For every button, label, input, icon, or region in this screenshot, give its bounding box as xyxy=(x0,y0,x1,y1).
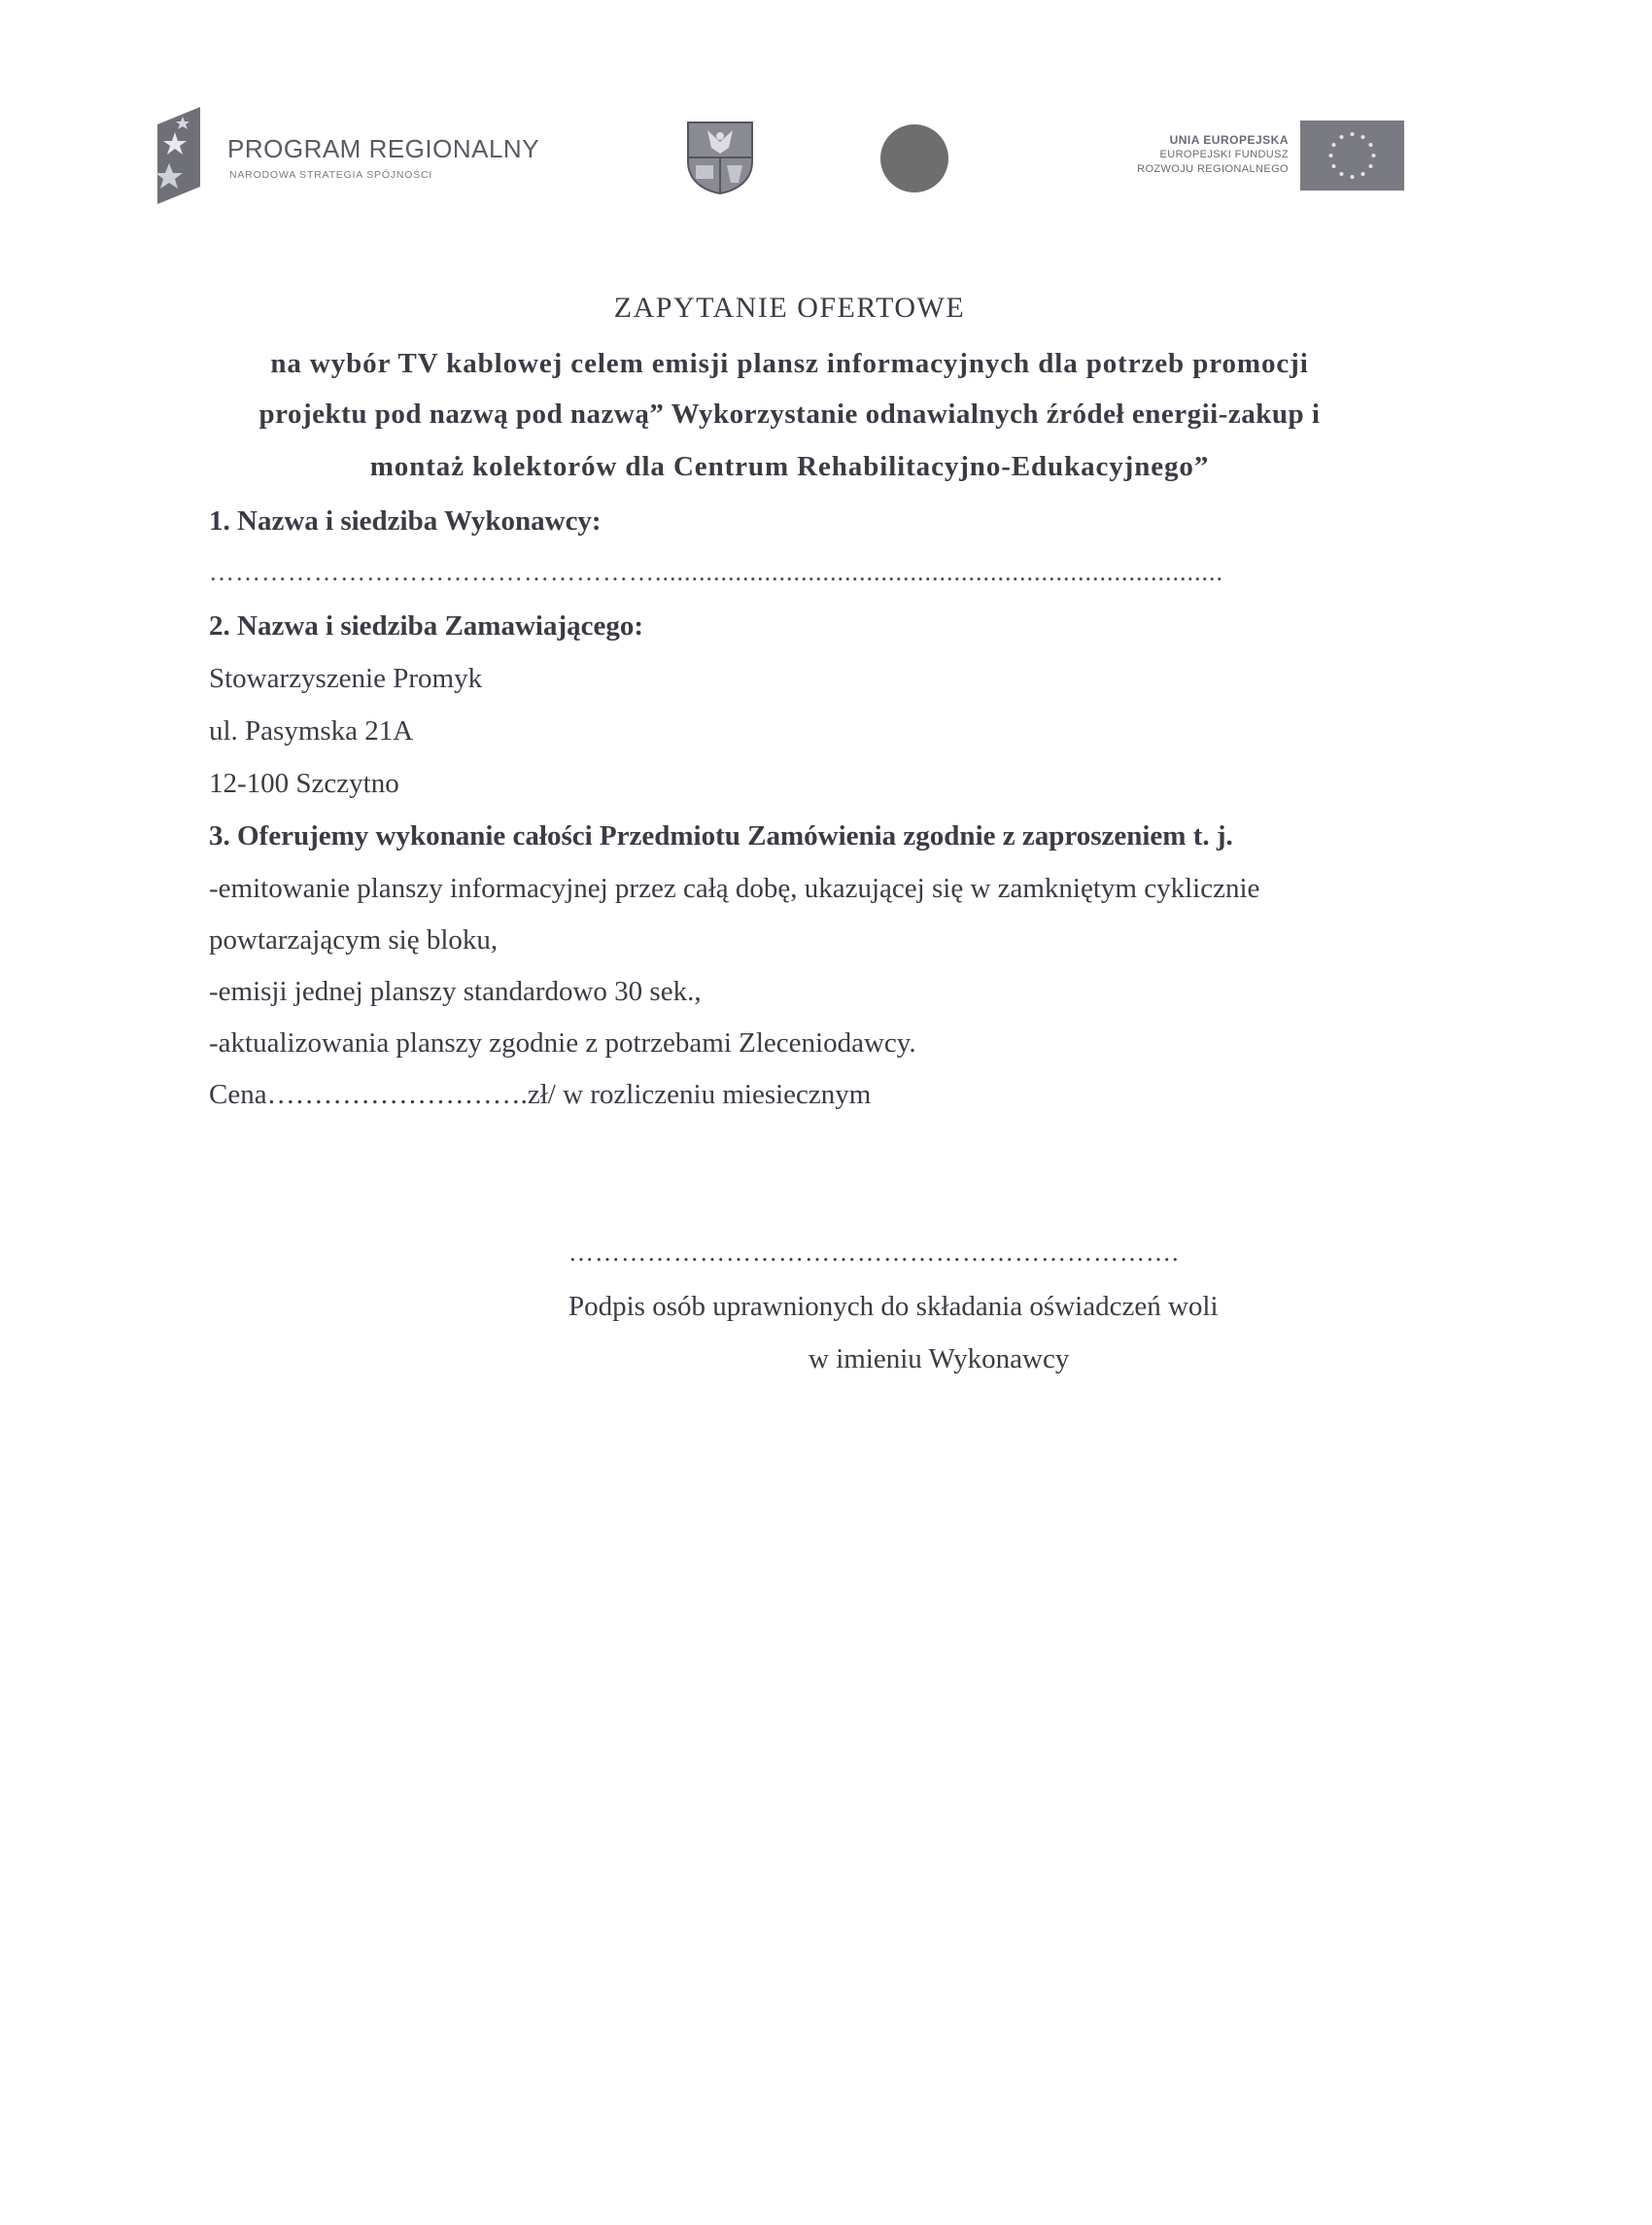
document-header xyxy=(0,0,1652,233)
subtitle-line-1: na wybór TV kablowej celem emisji plansz informacyjnych dla potrzeb promocji xyxy=(270,348,1309,379)
orderer-city: 12-100 Szczytno xyxy=(209,768,399,799)
section-3-heading: 3. Oferujemy wykonanie całości Przedmiotu Zamówienia zgodnie z zaproszeniem t. j. xyxy=(209,820,1233,852)
program-subtitle: NARODOWA STRATEGIA SPÓJNOŚCI xyxy=(229,169,433,181)
eu-line-3: ROZWOJU REGIONALNEGO xyxy=(1137,163,1289,175)
eu-line-1: UNIA EUROPEJSKA xyxy=(1169,133,1289,147)
signature-dots: ……………………………………………………………. xyxy=(568,1238,1180,1267)
program-regionalny-star-icon xyxy=(155,107,204,204)
document-title: ZAPYTANIE OFERTOWE xyxy=(613,292,966,324)
signature-caption-line-1: Podpis osób uprawnionych do składania oświadczeń woli xyxy=(568,1291,1219,1322)
subtitle-line-3: montaż kolektorów dla Centrum Rehabilitacyjno-Edukacyjnego” xyxy=(369,451,1210,482)
offer-item-3: -aktualizowania planszy zgodnie z potrzebami Zleceniodawcy. xyxy=(209,1027,916,1059)
eu-fund-label xyxy=(1079,132,1289,177)
program-regionalny-logo xyxy=(155,107,544,204)
section-1-heading: 1. Nazwa i siedziba Wykonawcy: xyxy=(209,505,602,537)
contractor-field-dots: …………………………………………….............................................................................. xyxy=(209,558,1223,586)
coat-of-arms-icon xyxy=(686,121,754,194)
orderer-name: Stowarzyszenie Promyk xyxy=(209,663,483,694)
offer-item-2: -emisji jednej planszy standardowo 30 sek., xyxy=(209,976,702,1007)
offer-item-1: -emitowanie planszy informacyjnej przez całą dobę, ukazującej się w zamkniętym cyklicznie xyxy=(209,873,1260,904)
program-title: PROGRAM REGIONALNY xyxy=(227,134,540,163)
offer-item-1-continued: powtarzającym się bloku, xyxy=(209,924,499,956)
section-2-heading: 2. Nazwa i siedziba Zamawiającego: xyxy=(209,610,644,642)
subtitle-line-2: projektu pod nazwą pod nazwą” Wykorzystanie odnawialnych źródeł energii-zakup i xyxy=(258,399,1321,430)
price-line: Cena……………………….zł/ w rozliczeniu miesiecznym xyxy=(209,1079,872,1110)
signature-caption-line-2: w imieniu Wykonawcy xyxy=(809,1343,1070,1374)
orderer-street: ul. Pasymska 21A xyxy=(209,715,414,747)
eu-line-2: EUROPEJSKI FUNDUSZ xyxy=(1159,149,1289,160)
eu-flag-icon xyxy=(1300,121,1404,191)
round-emblem-icon xyxy=(880,124,948,192)
